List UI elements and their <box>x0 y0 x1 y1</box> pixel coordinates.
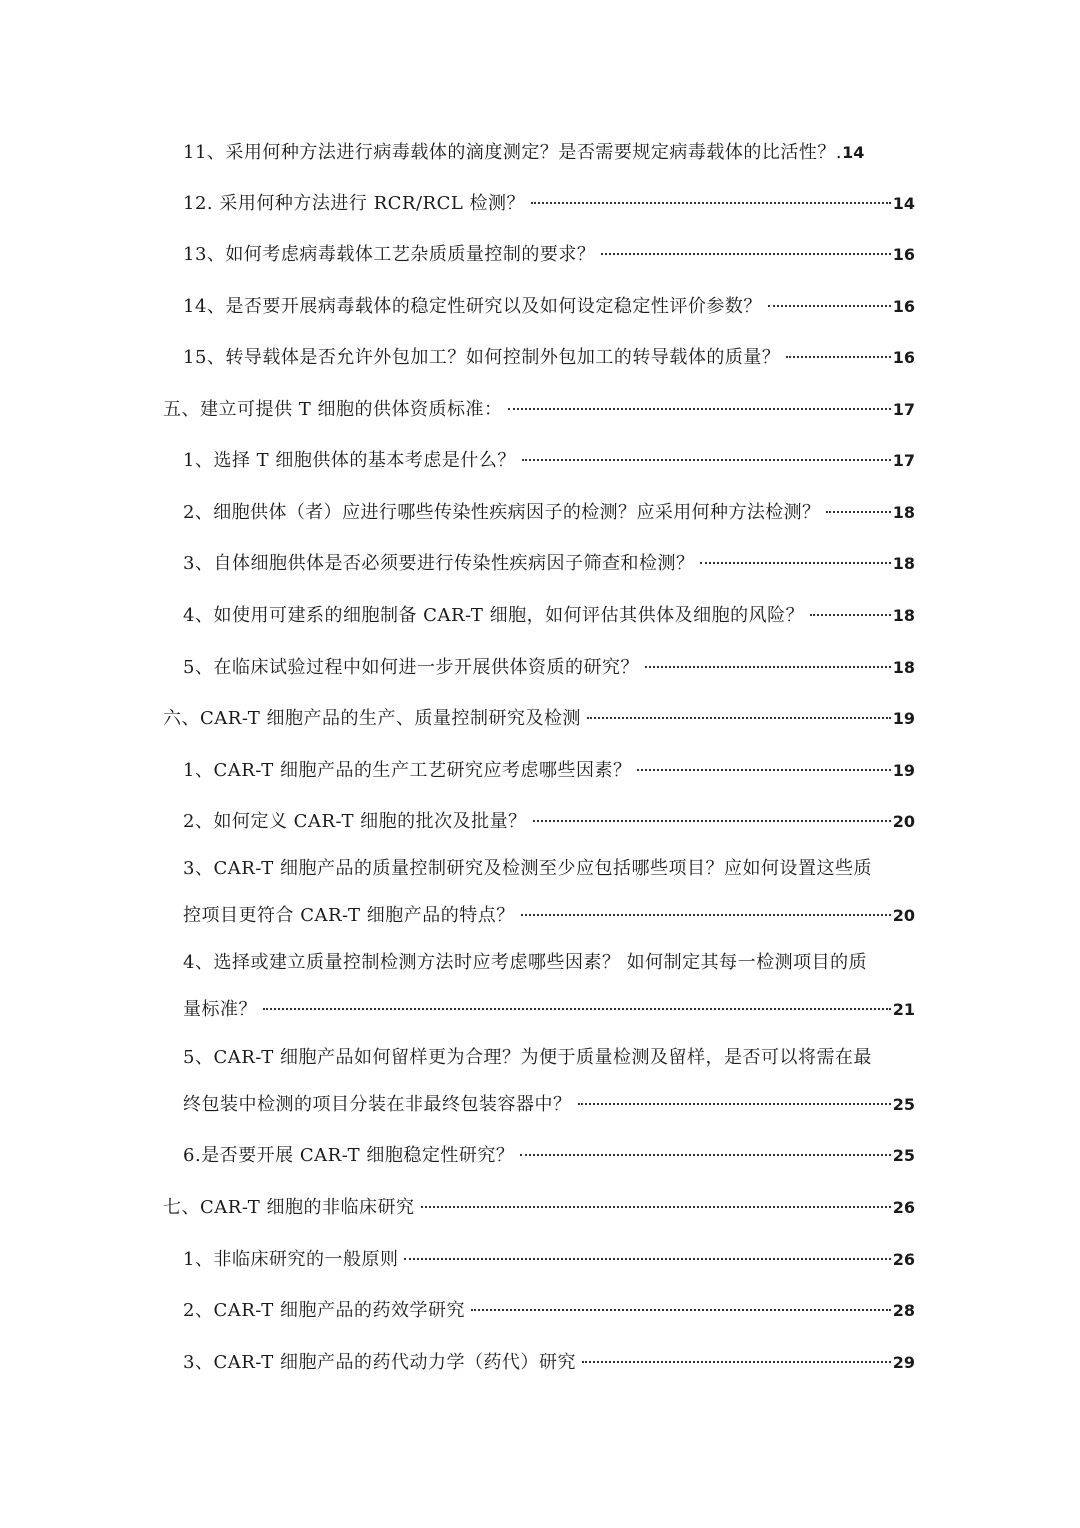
toc-entry[interactable] <box>183 243 915 267</box>
toc-entry-page: 20 <box>892 906 915 925</box>
toc-entry-title: 七、CAR-T 细胞的非临床研究 <box>163 1197 415 1218</box>
toc-entry-page: 16 <box>892 245 915 264</box>
toc-entry[interactable] <box>183 1299 915 1323</box>
toc-entry[interactable] <box>183 1351 915 1375</box>
toc-entry-page: 21 <box>892 1000 915 1019</box>
toc-entry-page: 14 <box>892 194 915 213</box>
dot-leader <box>810 614 891 616</box>
dot-leader <box>471 1309 891 1311</box>
dot-leader <box>645 666 891 668</box>
toc-entry-title: 6.是否要开展 CAR-T 细胞稳定性研究？ <box>183 1145 515 1166</box>
toc-entry-title: 五、建立可提供 T 细胞的供体资质标准： <box>163 399 503 420</box>
toc-entry-title: 1、非临床研究的一般原则 <box>183 1249 399 1270</box>
toc-entry-title: 3、CAR-T 细胞产品的药代动力学（药代）研究 <box>183 1352 576 1373</box>
dot-leader <box>601 253 890 255</box>
toc-entry-title: 2、细胞供体（者）应进行哪些传染性疾病因子的检测？应采用何种方法检测？ <box>183 502 821 523</box>
toc-entry-title: 13、如何考虑病毒载体工艺杂质质量控制的要求？ <box>183 244 596 265</box>
dot-leader <box>521 914 891 916</box>
toc-entry-page: 19 <box>892 709 915 728</box>
toc-entry-title: 12. 采用何种方法进行 RCR/RCL 检测？ <box>183 193 526 214</box>
toc-entry-title: 量标准？ <box>183 999 257 1020</box>
toc-section-entry[interactable] <box>163 707 915 731</box>
toc-entry-page: 25 <box>892 1095 915 1114</box>
toc-entry-title: 六、CAR-T 细胞产品的生产、质量控制研究及检测 <box>163 708 581 729</box>
toc-entry-page: 26 <box>892 1250 915 1269</box>
toc-entry-page: 18 <box>892 554 915 573</box>
toc-entry-title: 4、如使用可建系的细胞制备 CAR-T 细胞，如何评估其供体及细胞的风险？ <box>183 605 805 626</box>
dot-leader <box>637 769 890 771</box>
toc-entry[interactable] <box>183 1144 915 1168</box>
toc-entry-page: 16 <box>892 348 915 367</box>
toc-entry-page: 18 <box>892 503 915 522</box>
dot-leader <box>508 408 890 410</box>
toc-entry[interactable] <box>183 604 915 628</box>
dot-leader <box>587 717 891 719</box>
toc-entry-title: 控项目更符合 CAR-T 细胞产品的特点？ <box>183 905 515 926</box>
dot-leader <box>768 305 891 307</box>
dot-leader <box>578 1103 891 1105</box>
toc-entry[interactable] <box>183 759 915 783</box>
toc-entry-title: 1、CAR-T 细胞产品的生产工艺研究应考虑哪些因素？ <box>183 760 632 781</box>
dot-leader <box>520 1154 890 1156</box>
toc-section-entry[interactable] <box>163 1196 915 1220</box>
toc-entry-page: 18 <box>892 606 915 625</box>
toc-entry-page: 18 <box>892 658 915 677</box>
toc-entry-page: 29 <box>892 1353 915 1372</box>
dot-leader <box>582 1361 891 1363</box>
toc-entry[interactable] <box>183 346 915 370</box>
toc-entry-title: 5、在临床试验过程中如何进一步开展供体资质的研究？ <box>183 657 639 678</box>
toc-entry-multiline[interactable] <box>183 1047 915 1117</box>
toc-entry-title: 3、自体细胞供体是否必须要进行传染性疾病因子筛查和检测？ <box>183 553 695 574</box>
toc-entry-page: 20 <box>892 812 915 831</box>
toc-entry-page: 16 <box>892 297 915 316</box>
toc-entry[interactable] <box>183 810 915 834</box>
toc-entry-title-line1: 5、CAR-T 细胞产品如何留样更为合理？为便于质量检测及留样，是否可以将需在最 <box>183 1047 872 1068</box>
toc-entry-title: 14、是否要开展病毒载体的稳定性研究以及如何设定稳定性评价参数？ <box>183 296 762 317</box>
dot-leader <box>531 202 891 204</box>
toc-entry[interactable] <box>183 449 915 473</box>
toc-entry-title: 2、如何定义 CAR-T 细胞的批次及批量？ <box>183 811 527 832</box>
toc-entry-title: 11、采用何种方法进行病毒载体的滴度测定？是否需要规定病毒载体的比活性？. <box>183 142 843 163</box>
toc-entry-page: 26 <box>892 1198 915 1217</box>
dot-leader <box>522 459 891 461</box>
toc-entry-title: 15、转导载体是否允许外包加工？如何控制外包加工的转导载体的质量？ <box>183 347 781 368</box>
dot-leader <box>826 511 890 513</box>
toc-entry-page: 19 <box>892 761 915 780</box>
toc-entry-page: 28 <box>892 1301 915 1320</box>
toc-entry[interactable] <box>183 552 915 576</box>
toc-entry-title-line1: 3、CAR-T 细胞产品的质量控制研究及检测至少应包括哪些项目？应如何设置这些质 <box>183 858 872 879</box>
toc-entry-page: 17 <box>892 400 915 419</box>
toc-section-entry[interactable] <box>163 398 915 422</box>
dot-leader <box>786 356 890 358</box>
toc-entry-multiline[interactable] <box>183 858 915 928</box>
toc-entry[interactable] <box>183 192 915 216</box>
dot-leader <box>421 1206 891 1208</box>
toc-entry-title: 1、选择 T 细胞供体的基本考虑是什么？ <box>183 450 516 471</box>
toc-entry[interactable] <box>183 141 915 165</box>
dot-leader <box>700 562 890 564</box>
toc-entry-page: 17 <box>892 451 915 470</box>
toc-entry[interactable] <box>183 501 915 525</box>
dot-leader <box>263 1008 891 1010</box>
dot-leader <box>404 1258 890 1260</box>
toc-entry-page: 14 <box>842 143 865 162</box>
toc-entry[interactable] <box>183 656 915 680</box>
toc-entry-multiline[interactable] <box>183 952 915 1022</box>
toc-entry-title: 终包装中检测的项目分装在非最终包装容器中？ <box>183 1094 572 1115</box>
toc-entry[interactable] <box>183 295 915 319</box>
toc-entry-title-line1: 4、选择或建立质量控制检测方法时应考虑哪些因素？ 如何制定其每一检测项目的质 <box>183 952 868 973</box>
toc-entry[interactable] <box>183 1248 915 1272</box>
toc-entry-page: 25 <box>892 1146 915 1165</box>
toc-entry-title: 2、CAR-T 细胞产品的药效学研究 <box>183 1300 465 1321</box>
dot-leader <box>533 820 891 822</box>
